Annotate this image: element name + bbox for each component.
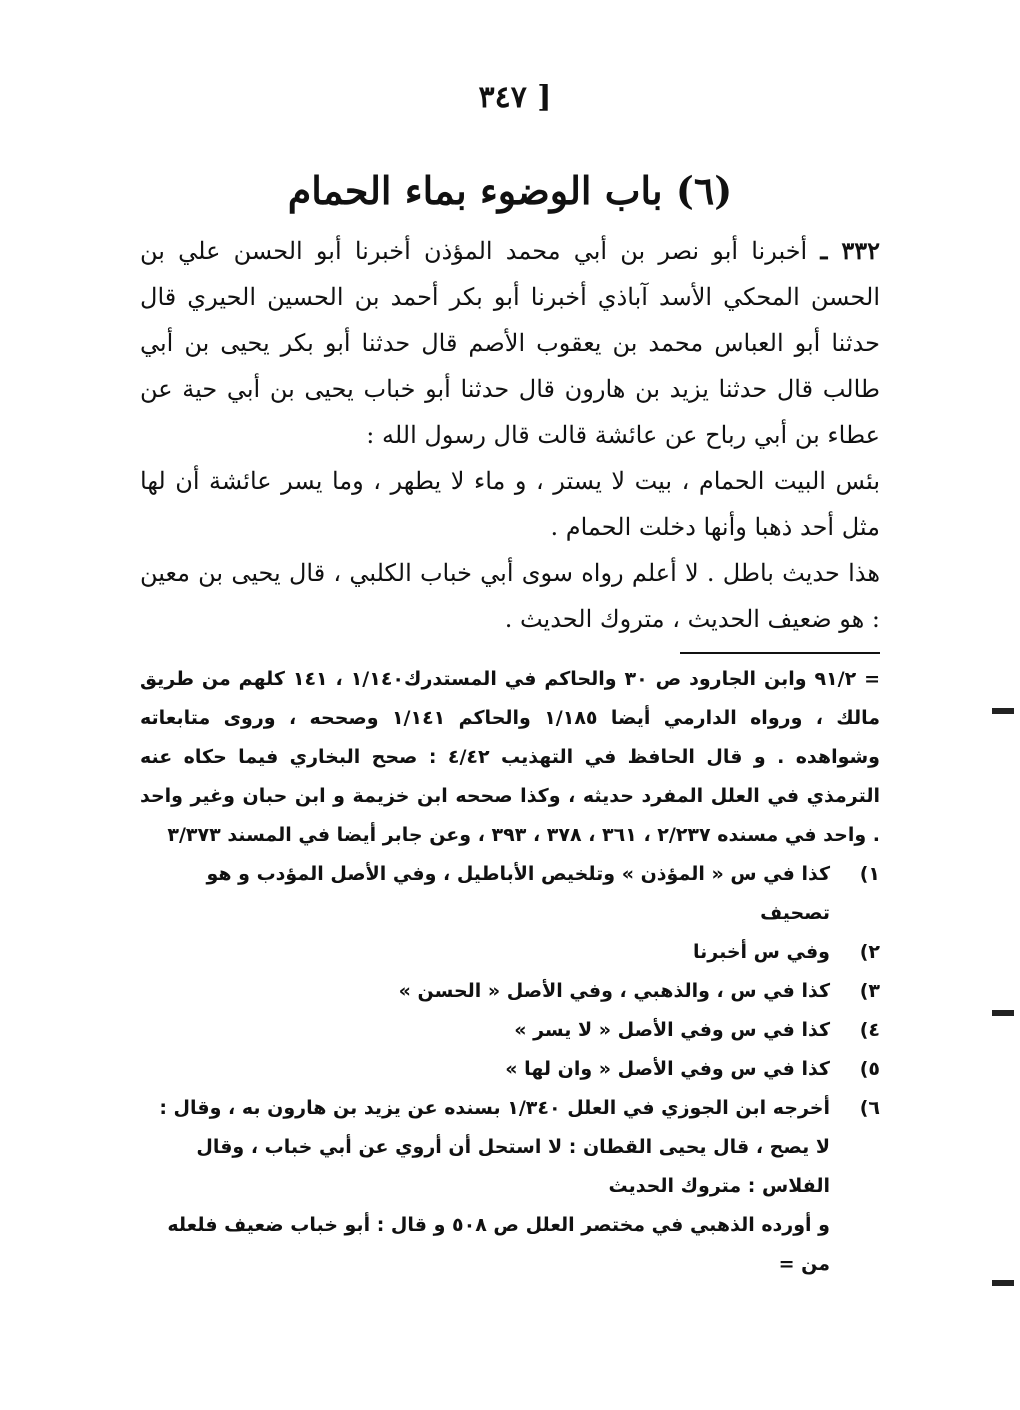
page-number: [ ٣٤٧ [478, 80, 552, 115]
footnote-item [140, 1050, 880, 1089]
footnotes [140, 660, 880, 1284]
margin-mark [992, 708, 1014, 714]
footnote-item [140, 972, 880, 1011]
footnote-text: أخرجه ابن الجوزي في العلل ١/٣٤٠ بسنده عن يزيد بن هارون به ، وقال : لا يصح ، قال يحيى القطان : لا استحل أن أروي عن أبي خباب ، وقال الفلاس : متروك الحديث [159, 1097, 830, 1197]
footnote-text: كذا في س وفي الأصل « وان لها » [505, 1058, 830, 1080]
footnote-number: ٢) [859, 941, 880, 963]
footnote-number: ١) [859, 863, 880, 885]
hadith-matn: بئس البيت الحمام ، بيت لا يستر ، و ماء لا يطهر ، وما يسر عائشة أن لها مثل أحد ذهبا وأنها دخلت الحمام . [140, 467, 880, 541]
footnote-number: ٣) [859, 980, 880, 1002]
footnote-text: كذا في س وفي الأصل « لا يسر » [514, 1019, 830, 1041]
footnote-item [140, 1011, 880, 1050]
hadith-number: ٣٣٢ ـ [820, 236, 880, 265]
book-page [140, 60, 880, 1380]
footnote-last-line: و أورده الذهبي في مختصر العلل ص ٥٠٨ و قال : أبو خباب ضعيف فلعله من = [167, 1214, 830, 1275]
footnote-number: ٥) [859, 1058, 880, 1080]
footnote-text: وفي س أخبرنا [693, 941, 830, 963]
footnote-text: كذا في س « المؤذن » وتلخيص الأباطيل ، وفي الأصل المؤدب و هو تصحيف [206, 863, 830, 924]
chapter-title: (٦) باب الوضوء بماء الحمام [287, 168, 733, 213]
footnote-number: ٤) [859, 1019, 880, 1041]
footnote-continuation: = ٩١/٢ وابن الجارود ص ٣٠ والحاكم في المستدرك١/١٤٠ ، ١٤١ كلهم من طريق مالك ، ورواه الدارمي أيضا ١/١٨٥ والحاكم ١/١٤١ وصححه ، وروى متابعاته وشواهده . و قال الحافظ في التهذيب ٤/٤٢ : صحح البخاري فيما حكاه عنه الترمذي في العلل المفرد حديثه ، وكذا صححه ابن خزيمة و ابن حبان وغير واحد . واحد في مسنده ٢/٢٣٧ ، ٣٦١ ، ٣٧٨ ، ٣٩٣ ، وعن جابر أيضا في المسند ٣/٣٧٣ [140, 668, 881, 846]
footnote-number: ٦) [859, 1097, 880, 1119]
footnote-separator [680, 652, 880, 654]
footnote-list [140, 855, 880, 1206]
footnote-item [140, 1089, 880, 1206]
margin-mark [992, 1280, 1014, 1286]
isnad-text: أخبرنا أبو نصر بن أبي محمد المؤذن أخبرنا أبو الحسن علي بن الحسن المحكي الأسد آباذي أخبرنا أبو بكر أحمد بن الحسين الحيري قال حدثنا أبو العباس محمد بن يعقوب الأصم قال حدثنا أبو بكر يحيى بن أبي طالب قال حدثنا يزيد بن هارون قال حدثنا أبو خباب يحيى بن أبي حية عن عطاء بن أبي رباح عن عائشة قالت قال رسول الله : [140, 237, 880, 449]
hadith-body [140, 228, 880, 642]
footnote-item [140, 855, 880, 933]
footnote-item [140, 933, 880, 972]
margin-mark [992, 1010, 1014, 1016]
hadith-comment: هذا حديث باطل . لا أعلم رواه سوى أبي خباب الكلبي ، قال يحيى بن معين : هو ضعيف الحديث ، متروك الحديث . [140, 559, 880, 633]
hadith-isnad [140, 228, 880, 458]
footnote-text: كذا في س ، والذهبي ، وفي الأصل « الحسن » [398, 980, 830, 1002]
